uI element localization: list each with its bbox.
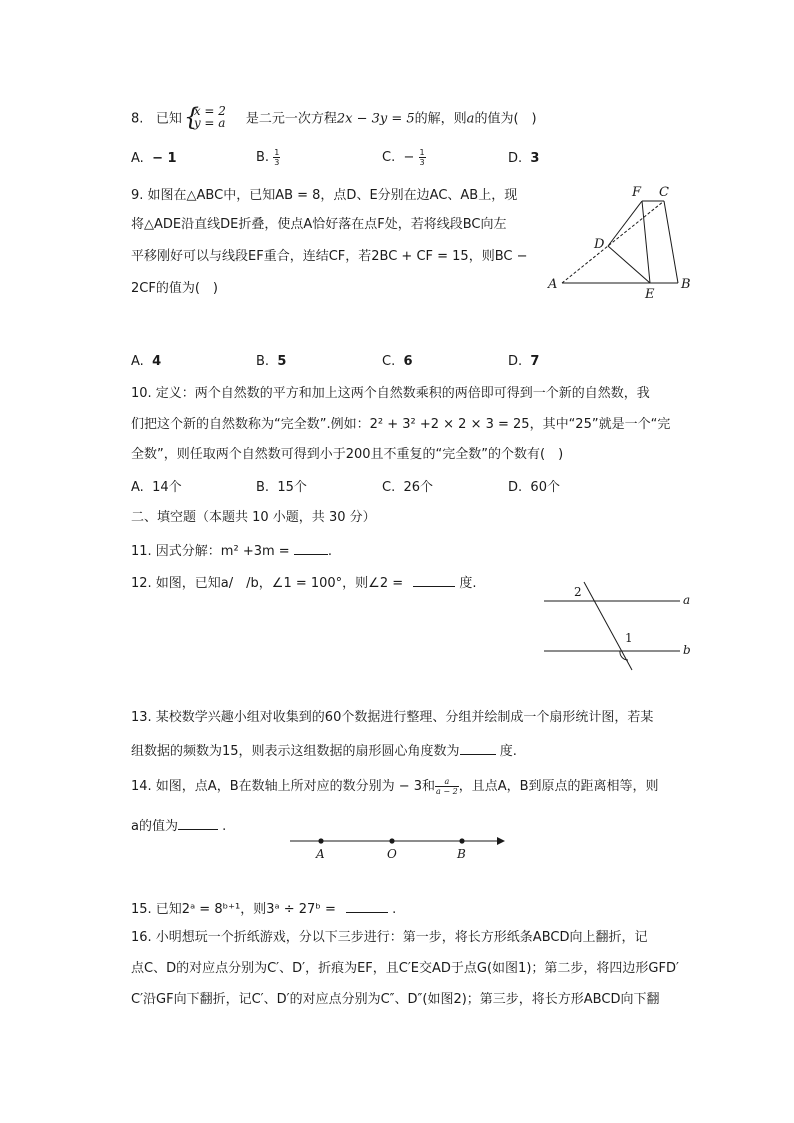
point-O bbox=[389, 838, 394, 843]
q9-line-2: 将△ADE沿直线DE折叠，使点A恰好落在点F处，若将线段BC向左 bbox=[131, 217, 507, 232]
option-value: 4 bbox=[152, 354, 162, 369]
q15-period: . bbox=[392, 902, 397, 917]
q8-number: 8. bbox=[131, 111, 144, 127]
q10-option-d[interactable] bbox=[508, 479, 560, 497]
option-value: 26个 bbox=[403, 480, 434, 495]
q9-option-c[interactable] bbox=[382, 353, 413, 371]
q8-text-2: 是二元一次方程 bbox=[245, 111, 337, 127]
q9-line-3: 平移刚好可以与线段EF重合，连结CF，若2BC + CF = 15，则BC − bbox=[131, 249, 528, 264]
label-D: D bbox=[594, 237, 605, 252]
transversal bbox=[584, 582, 632, 670]
label-E: E bbox=[645, 287, 655, 302]
segment-CB bbox=[664, 201, 678, 283]
option-value: 5 bbox=[277, 354, 287, 369]
option-label: D. bbox=[508, 151, 523, 166]
q11-period: . bbox=[327, 544, 332, 559]
q9-option-b[interactable] bbox=[256, 353, 286, 371]
label-A: A bbox=[548, 277, 558, 292]
q10-line-2: 们把这个新的自然数称为“完全数”.例如：2² + 3² +2 × 2 × 3 = 25，其中“25”就是一个“完 bbox=[131, 417, 671, 432]
q12-text: 12. 如图，已知a/ /b，∠1 = 100°，则∠2 = bbox=[131, 576, 404, 591]
option-label: D. bbox=[508, 354, 523, 369]
q13-answer-blank[interactable] bbox=[460, 740, 496, 755]
option-fraction: $\frac{1}{3}$ bbox=[419, 148, 425, 167]
q10-line-3: 全数”，则任取两个自然数可得到小于200且不重复的“完全数”的个数有( ) bbox=[131, 447, 564, 462]
q10-line-1: 10. 定义：两个自然数的平方和加上这两个自然数乘积的两倍即可得到一个新的自然数，我 bbox=[131, 386, 650, 401]
label-line-a: a bbox=[683, 593, 691, 607]
q13-line-1: 13. 某校数学兴趣小组对收集到的60个数据进行整理、分组并绘制成一个扇形统计图，若某 bbox=[131, 710, 654, 725]
option-fraction: $\frac{1}{3}$ bbox=[274, 148, 280, 167]
label-O: O bbox=[387, 847, 397, 861]
q14-line-1 bbox=[131, 777, 659, 796]
q10-option-a[interactable] bbox=[131, 479, 182, 497]
q9-option-a[interactable] bbox=[131, 353, 161, 371]
label-angle-1: 1 bbox=[625, 631, 633, 645]
option-label: C. bbox=[382, 480, 396, 495]
q8-option-a[interactable] bbox=[131, 150, 177, 168]
q12-parallel-lines-figure bbox=[540, 578, 700, 673]
q10-option-c[interactable] bbox=[382, 479, 433, 497]
q8-text-4: 的值为( ) bbox=[474, 111, 537, 127]
q8-variable: a bbox=[466, 111, 475, 127]
q9-option-d[interactable] bbox=[508, 353, 539, 371]
q14-period: . bbox=[222, 819, 227, 834]
q12-answer-blank[interactable] bbox=[413, 572, 455, 587]
option-value: 15个 bbox=[277, 480, 307, 495]
q16-line-3: C′沿GF向下翻折，记C′、D′的对应点分别为C″、D″(如图2)；第三步，将长方形ABCD向下翻 bbox=[131, 992, 660, 1007]
option-label: B. bbox=[256, 150, 270, 165]
option-value: 3 bbox=[530, 151, 540, 166]
label-F: F bbox=[632, 185, 642, 200]
q14-fraction: $\frac{a}{a - 2}$ bbox=[436, 777, 458, 796]
option-label: A. bbox=[131, 151, 144, 166]
section-heading-fill-in: 二、填空题（本题共 10 小题，共 30 分） bbox=[131, 510, 376, 525]
option-value: 6 bbox=[403, 354, 413, 369]
option-label: A. bbox=[131, 354, 144, 369]
segment-DE bbox=[608, 246, 650, 283]
label-line-b: b bbox=[683, 643, 691, 657]
label-C: C bbox=[659, 185, 669, 200]
option-label: B. bbox=[256, 354, 270, 369]
q8-equation: 2x − 3y = 5 bbox=[336, 111, 415, 127]
q8-option-c[interactable] bbox=[382, 148, 426, 167]
q13-unit: 度. bbox=[499, 744, 517, 759]
q8-text-1: 已知 bbox=[155, 111, 182, 127]
q11-text: 11. 因式分解：m² +3m = bbox=[131, 544, 290, 559]
option-label: D. bbox=[508, 480, 523, 495]
label-A: A bbox=[316, 847, 325, 861]
q9-triangle-figure bbox=[540, 182, 700, 307]
q8-stem bbox=[131, 103, 537, 131]
q14-number-line bbox=[285, 830, 510, 862]
q8-option-b[interactable] bbox=[256, 148, 280, 167]
q11-stem bbox=[131, 540, 332, 561]
q15-answer-blank[interactable] bbox=[346, 898, 388, 913]
q16-line-2: 点C、D的对应点分别为C′、D′，折痕为EF，且C′E交AD于点G(如图1)；第二步，将四边形GFD′ bbox=[131, 961, 679, 976]
option-sign: − bbox=[403, 150, 415, 165]
q10-option-b[interactable] bbox=[256, 479, 307, 497]
q12-unit: 度. bbox=[459, 576, 477, 591]
option-value: − 1 bbox=[152, 151, 177, 166]
q14-answer-blank[interactable] bbox=[178, 815, 218, 830]
q12-stem bbox=[131, 572, 477, 593]
point-B bbox=[459, 838, 464, 843]
option-label: B. bbox=[256, 480, 270, 495]
q8-text-3: 的解，则 bbox=[414, 111, 467, 127]
q8-system-row-2: y = a bbox=[193, 116, 226, 130]
q15-stem bbox=[131, 898, 396, 919]
label-B: B bbox=[681, 277, 691, 292]
q8-equation-system: { x = 2 y = a bbox=[183, 103, 226, 131]
q11-answer-blank[interactable] bbox=[294, 540, 328, 555]
option-value: 60个 bbox=[530, 480, 560, 495]
q8-option-d[interactable] bbox=[508, 150, 539, 168]
q14-text-1: 14. 如图，点A，B在数轴上所对应的数分别为 − 3和 bbox=[131, 779, 436, 794]
q14-line-2 bbox=[131, 815, 226, 836]
q8-system-row-1: x = 2 bbox=[193, 104, 226, 118]
q13-line-2 bbox=[131, 740, 517, 761]
option-value: 14个 bbox=[152, 480, 182, 495]
segment-DF bbox=[608, 201, 642, 246]
q15-text: 15. 已知2ᵃ = 8ᵇ⁺¹，则3ᵃ ÷ 27ᵇ = bbox=[131, 902, 336, 917]
q14-text-3: a的值为 bbox=[131, 819, 178, 834]
q13-text: 组数据的频数为15，则表示这组数据的扇形圆心角度数为 bbox=[131, 744, 460, 759]
option-label: C. bbox=[382, 150, 396, 165]
arrow-icon bbox=[497, 837, 505, 845]
point-A bbox=[318, 838, 323, 843]
label-angle-2: 2 bbox=[574, 585, 582, 599]
q14-text-2: ，且点A，B到原点的距离相等，则 bbox=[458, 779, 659, 794]
option-label: C. bbox=[382, 354, 396, 369]
q9-line-4: 2CF的值为( ) bbox=[131, 281, 218, 296]
option-value: 7 bbox=[530, 354, 540, 369]
label-B: B bbox=[457, 847, 466, 861]
option-label: A. bbox=[131, 480, 144, 495]
q16-line-1: 16. 小明想玩一个折纸游戏，分以下三步进行：第一步，将长方形纸条ABCD向上翻折，记 bbox=[131, 930, 648, 945]
q9-line-1: 9. 如图在△ABC中，已知AB = 8，点D、E分别在边AC、AB上，现 bbox=[131, 188, 518, 203]
